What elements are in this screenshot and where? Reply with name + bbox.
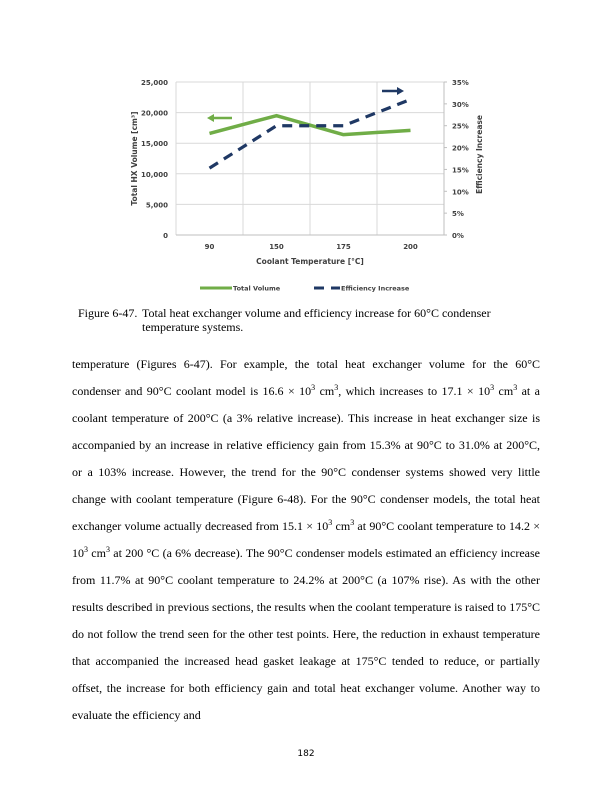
caption-line-1: Total heat exchanger volume and efficiency increase for 60°C condenser [142,306,491,320]
y-axis-title: Total HX Volume [cm³] [130,111,139,206]
superscript: 3 [105,545,110,554]
legend-label-total-volume: Total Volume [233,284,281,293]
y-tick-label: 20,000 [140,109,168,118]
superscript: 3 [84,545,88,554]
paragraph-text [72,351,540,729]
superscript: 3 [328,518,333,527]
text-run: cm [315,384,335,398]
y2-axis-title: Efficiency Increase [475,115,484,194]
y-tick-label: 0 [163,232,168,240]
x-tick-label: 90 [204,243,215,251]
superscript: 3 [350,518,355,527]
text-run: at a coolant temperature of 200°C (a 3% relative increase). This increase in heat exchanger size is accompanied by an increase in relative efficiency gain from 15.3% at 90°C to 31.0% at 200°C, or a 103% increase. However, the trend for the 90°C condenser systems showed very little change with coolant temperature (Figure 6-48). For the 90°C condenser models, the total heat exchanger volume actually decreased from 15.1 × 10 [72,384,540,533]
text-run: temperature (Figures 6-47). For example, the total heat exchanger volume for the 60°C condenser and 90°C coolant model is 16.6 × 10 [72,357,540,398]
caption-line-2: temperature systems. [142,320,244,334]
superscript: 3 [334,383,339,392]
text-run: cm [494,384,514,398]
right-arrow-icon-head [397,87,404,95]
y2-tick-label: 10% [452,188,469,197]
chart-canvas [0,0,612,300]
x-tick-label: 200 [403,243,418,251]
page-number: 182 [297,749,315,759]
y2-tick-label: 20% [452,144,469,153]
text-run: at 90°C coolant temperature to 14.2 × 10 [72,519,541,560]
y2-tick-label: 5% [452,210,464,219]
text-run: cm [332,519,351,533]
x-tick-label: 175 [336,243,351,251]
y-tick-label: 15,000 [140,140,168,149]
x-axis-title: Coolant Temperature [°C] [256,257,364,266]
x-tick-label: 150 [269,243,284,251]
y-tick-label: 25,000 [140,79,168,87]
y2-tick-label: 25% [452,122,469,131]
dual-axis-line-chart [0,0,612,300]
y2-tick-label: 15% [452,166,469,175]
figure-number: Figure 6-47. [78,306,138,320]
y2-tick-label: 30% [452,100,469,109]
y2-tick-label: 0% [452,232,464,240]
left-arrow-icon-head [207,114,214,122]
text-run: , which increases to 17.1 × 10 [338,384,491,398]
superscript: 3 [311,383,316,392]
y2-tick-label: 35% [452,79,469,87]
superscript: 3 [490,383,495,392]
body-paragraph [72,351,540,729]
y-tick-label: 10,000 [140,170,168,179]
legend-label-efficiency-increase: Efficiency Increase [341,284,410,293]
text-run: cm [88,546,106,560]
text-run: at 200 °C (a 6% decrease). The 90°C condenser models estimated an efficiency increase from 11.7% at 90°C coolant temperature to 24.2% at 200°C (a 107% rise). As with the other results described in previous sections, the results when the coolant temperature is raised to 175°C do not follow the trend seen for the other test points. Here, the reduction in exhaust temperature that accompanied the increased head gasket leakage at 175°C tended to reduce, or partially offset, the increase for both efficiency gain and total heat exchanger volume. Another way to evaluate the efficiency and [72,546,540,722]
figure-caption [78,306,548,334]
y-tick-label: 5,000 [145,201,168,210]
superscript: 3 [513,383,518,392]
